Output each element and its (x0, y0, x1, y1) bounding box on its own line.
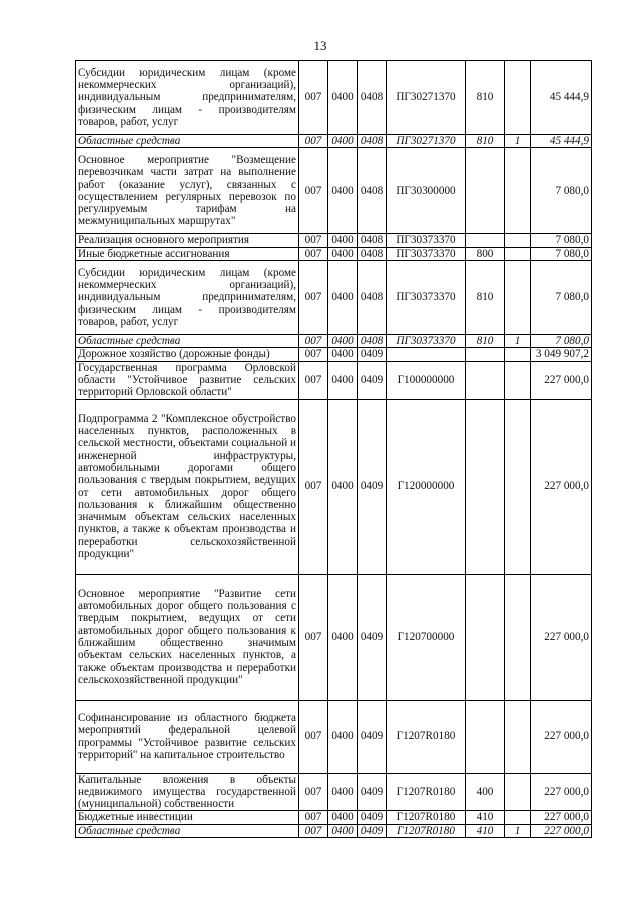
section-code: 0400 (328, 247, 358, 260)
amount: 45 444,9 (531, 61, 592, 135)
budget-item-name: Софинансирование из областного бюджета мероприятий федеральной целевой программы "Устойчивое развитие сельских территорий" на капитальное строительство (76, 700, 299, 773)
section-code: 0400 (328, 700, 358, 773)
amount: 227 000,0 (531, 700, 592, 773)
expense-type-code: 400 (466, 773, 505, 811)
table-row (76, 574, 592, 700)
funding-source-code (505, 234, 531, 247)
target-article-code: Г120700000 (387, 574, 466, 700)
expense-type-code (466, 148, 505, 234)
ministry-code: 007 (299, 61, 328, 135)
target-article-code: ПГ30271370 (387, 135, 466, 148)
table-row (76, 811, 592, 824)
subsection-code: 0408 (358, 334, 387, 347)
ministry-code: 007 (299, 399, 328, 574)
regional-funds-row (76, 824, 592, 837)
target-article-code (387, 348, 466, 361)
ministry-code: 007 (299, 361, 328, 399)
amount: 3 049 907,2 (531, 348, 592, 361)
table-row (76, 773, 592, 811)
subsection-code: 0408 (358, 61, 387, 135)
subsection-code: 0409 (358, 773, 387, 811)
expense-type-code (466, 348, 505, 361)
ministry-code: 007 (299, 773, 328, 811)
budget-item-name: Субсидии юридическим лицам (кроме некоммерческих организаций), индивидуальным предпринимателям, физическим лицам - производителям товаров, работ, услуг (76, 260, 299, 334)
target-article-code: ПГ30373370 (387, 247, 466, 260)
table-row (76, 700, 592, 773)
budget-item-name: Реализация основного мероприятия (76, 234, 299, 247)
budget-item-name: Иные бюджетные ассигнования (76, 247, 299, 260)
target-article-code: Г1207R0180 (387, 700, 466, 773)
amount: 7 080,0 (531, 148, 592, 234)
target-article-code: Г1207R0180 (387, 824, 466, 837)
ministry-code: 007 (299, 148, 328, 234)
budget-item-name: Основное мероприятие "Развитие сети автомобильных дорог общего пользования с твердым покрытием, ведущих от сети автомобильных дорог общего пользования к ближайшим общественно значимым объектам сельских населенных пунктов, а также объектам производства и переработки сельскохозяйственной продукции" (76, 574, 299, 700)
table-row (76, 247, 592, 260)
regional-funds-row (76, 334, 592, 347)
expense-type-code (466, 700, 505, 773)
regional-funds-row (76, 135, 592, 148)
funding-source-code: 1 (505, 334, 531, 347)
ministry-code: 007 (299, 247, 328, 260)
table-row (76, 260, 592, 334)
budget-item-name: Областные средства (76, 334, 299, 347)
table-row (76, 234, 592, 247)
expense-type-code: 410 (466, 824, 505, 837)
expense-type-code: 810 (466, 260, 505, 334)
amount: 227 000,0 (531, 399, 592, 574)
funding-source-code (505, 773, 531, 811)
ministry-code: 007 (299, 260, 328, 334)
budget-item-name: Капитальные вложения в объекты недвижимого имущества государственной (муниципальной) собственности (76, 773, 299, 811)
target-article-code: Г1207R0180 (387, 811, 466, 824)
expense-type-code: 410 (466, 811, 505, 824)
funding-source-code (505, 361, 531, 399)
amount: 227 000,0 (531, 773, 592, 811)
subsection-code: 0408 (358, 135, 387, 148)
budget-item-name: Областные средства (76, 824, 299, 837)
table-row (76, 61, 592, 135)
amount: 7 080,0 (531, 260, 592, 334)
subsection-code: 0409 (358, 700, 387, 773)
funding-source-code (505, 574, 531, 700)
subsection-code: 0409 (358, 348, 387, 361)
subsection-code: 0409 (358, 824, 387, 837)
funding-source-code: 1 (505, 135, 531, 148)
table-row (76, 348, 592, 361)
subsection-code: 0408 (358, 234, 387, 247)
section-code: 0400 (328, 348, 358, 361)
table-row (76, 148, 592, 234)
amount: 227 000,0 (531, 361, 592, 399)
target-article-code: Г120000000 (387, 399, 466, 574)
budget-item-name: Государственная программа Орловской области "Устойчивое развитие сельских территорий Орловской области" (76, 361, 299, 399)
target-article-code: ПГ30373370 (387, 234, 466, 247)
section-code: 0400 (328, 811, 358, 824)
section-code: 0400 (328, 773, 358, 811)
target-article-code: Г1207R0180 (387, 773, 466, 811)
subsection-code: 0409 (358, 399, 387, 574)
section-code: 0400 (328, 361, 358, 399)
table-row (76, 399, 592, 574)
section-code: 0400 (328, 148, 358, 234)
section-code: 0400 (328, 574, 358, 700)
section-code: 0400 (328, 399, 358, 574)
section-code: 0400 (328, 334, 358, 347)
budget-item-name: Бюджетные инвестиции (76, 811, 299, 824)
page-number: 13 (313, 38, 327, 53)
budget-item-name: Дорожное хозяйство (дорожные фонды) (76, 348, 299, 361)
table-row (76, 361, 592, 399)
amount: 227 000,0 (531, 824, 592, 837)
amount: 7 080,0 (531, 334, 592, 347)
expense-type-code: 810 (466, 135, 505, 148)
ministry-code: 007 (299, 135, 328, 148)
funding-source-code (505, 399, 531, 574)
expense-type-code (466, 234, 505, 247)
budget-table (75, 60, 592, 838)
ministry-code: 007 (299, 348, 328, 361)
section-code: 0400 (328, 234, 358, 247)
target-article-code: ПГ30271370 (387, 61, 466, 135)
section-code: 0400 (328, 61, 358, 135)
ministry-code: 007 (299, 334, 328, 347)
subsection-code: 0408 (358, 247, 387, 260)
ministry-code: 007 (299, 824, 328, 837)
subsection-code: 0409 (358, 574, 387, 700)
expense-type-code: 800 (466, 247, 505, 260)
funding-source-code: 1 (505, 824, 531, 837)
budget-item-name: Областные средства (76, 135, 299, 148)
budget-item-name: Основное мероприятие "Возмещение перевозчикам части затрат на выполнение работ (оказание услуг), связанных с осуществлением регулярных перевозок по регулируемым тарифам на межмуниципальных маршрутах" (76, 148, 299, 234)
target-article-code: Г100000000 (387, 361, 466, 399)
funding-source-code (505, 247, 531, 260)
expense-type-code (466, 361, 505, 399)
ministry-code: 007 (299, 234, 328, 247)
section-code: 0400 (328, 260, 358, 334)
subsection-code: 0408 (358, 148, 387, 234)
amount: 227 000,0 (531, 811, 592, 824)
funding-source-code (505, 700, 531, 773)
amount: 227 000,0 (531, 574, 592, 700)
expense-type-code: 810 (466, 334, 505, 347)
subsection-code: 0409 (358, 811, 387, 824)
funding-source-code (505, 61, 531, 135)
amount: 7 080,0 (531, 234, 592, 247)
expense-type-code (466, 399, 505, 574)
budget-item-name: Субсидии юридическим лицам (кроме некоммерческих организаций), индивидуальным предпринимателям, физическим лицам - производителям товаров, работ, услуг (76, 61, 299, 135)
target-article-code: ПГ30300000 (387, 148, 466, 234)
ministry-code: 007 (299, 700, 328, 773)
section-code: 0400 (328, 135, 358, 148)
subsection-code: 0409 (358, 361, 387, 399)
funding-source-code (505, 148, 531, 234)
section-code: 0400 (328, 824, 358, 837)
amount: 45 444,9 (531, 135, 592, 148)
funding-source-code (505, 260, 531, 334)
funding-source-code (505, 348, 531, 361)
ministry-code: 007 (299, 811, 328, 824)
funding-source-code (505, 811, 531, 824)
target-article-code: ПГ30373370 (387, 260, 466, 334)
budget-item-name: Подпрограмма 2 "Комплексное обустройство населенных пунктов, расположенных в сельской местности, объектами социальной и инженерной инфраструктуры, автомобильными дорогами общего пользования с твердым покрытием, ведущих от сети автомобильных дорог общего пользования к ближайшим общественно значимым объектам сельских населенных пунктов, а также к объектам производства и переработки сельскохозяйственной продукции" (76, 399, 299, 574)
ministry-code: 007 (299, 574, 328, 700)
amount: 7 080,0 (531, 247, 592, 260)
subsection-code: 0408 (358, 260, 387, 334)
expense-type-code: 810 (466, 61, 505, 135)
expense-type-code (466, 574, 505, 700)
target-article-code: ПГ30373370 (387, 334, 466, 347)
